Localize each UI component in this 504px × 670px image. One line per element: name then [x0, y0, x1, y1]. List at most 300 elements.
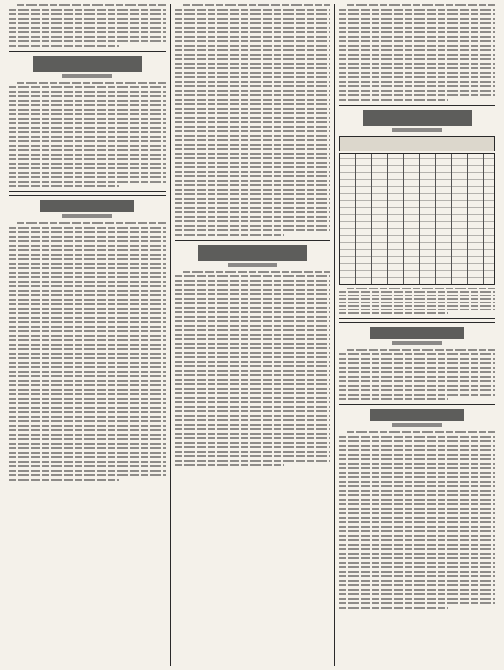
- text-line: [9, 18, 166, 20]
- section-heading-placeholder: [198, 245, 307, 261]
- text-line: [9, 393, 166, 395]
- text-line: [339, 512, 495, 514]
- text-line: [9, 380, 166, 382]
- text-line: [339, 63, 495, 65]
- text-line: [175, 234, 284, 236]
- text-line: [175, 49, 331, 51]
- article-text: [175, 271, 331, 467]
- text-line: [175, 370, 331, 372]
- text-line: [9, 375, 166, 377]
- text-line: [339, 566, 495, 568]
- text-line: [9, 109, 166, 111]
- text-line: [175, 99, 331, 101]
- text-line: [339, 503, 495, 505]
- text-line: [175, 280, 331, 282]
- text-line: [339, 389, 495, 391]
- article-section: [339, 318, 495, 401]
- section-heading-placeholder: [40, 200, 134, 212]
- text-line: [339, 45, 495, 47]
- text-line: [9, 27, 166, 29]
- text-line: [339, 526, 495, 528]
- text-line: [9, 348, 166, 350]
- text-line: [9, 127, 166, 129]
- text-line: [339, 440, 495, 442]
- text-line: [175, 401, 331, 403]
- text-line: [175, 419, 331, 421]
- text-line: [9, 118, 166, 120]
- text-line: [9, 357, 166, 359]
- article-text: [9, 82, 166, 188]
- section-subheading-placeholder: [392, 341, 442, 345]
- text-line: [175, 184, 331, 186]
- text-line: [339, 22, 495, 24]
- text-line: [183, 271, 331, 273]
- text-line: [339, 602, 495, 604]
- text-line: [9, 330, 166, 332]
- text-line: [339, 490, 495, 492]
- text-line: [339, 362, 495, 364]
- text-line: [9, 31, 166, 33]
- text-line: [339, 81, 495, 83]
- text-line: [175, 193, 331, 195]
- section-subheading-placeholder: [62, 74, 112, 78]
- text-line: [175, 334, 331, 336]
- section-divider: [175, 240, 331, 241]
- text-line: [9, 258, 166, 260]
- text-line: [175, 171, 331, 173]
- text-line: [175, 424, 331, 426]
- text-line: [339, 472, 495, 474]
- article-text: [339, 288, 495, 314]
- text-line: [347, 288, 495, 290]
- text-line: [9, 425, 166, 427]
- text-line: [175, 94, 331, 96]
- text-line: [9, 104, 166, 106]
- text-line: [339, 76, 495, 78]
- text-line: [9, 326, 166, 328]
- text-line: [175, 392, 331, 394]
- text-line: [9, 95, 166, 97]
- article-section: [339, 4, 495, 101]
- text-line: [9, 479, 119, 481]
- text-line: [9, 420, 166, 422]
- text-line: [9, 362, 166, 364]
- text-line: [175, 289, 331, 291]
- text-line: [339, 589, 495, 591]
- text-line: [9, 443, 166, 445]
- text-line: [9, 281, 166, 283]
- article-section: [175, 240, 331, 467]
- text-line: [175, 352, 331, 354]
- article-section: [339, 404, 495, 609]
- column-2: [170, 4, 335, 666]
- text-line: [175, 216, 331, 218]
- text-line: [339, 27, 495, 29]
- text-line: [339, 398, 448, 400]
- text-line: [9, 339, 166, 341]
- weather-observations-table: [339, 153, 495, 285]
- section-divider: [339, 105, 495, 106]
- section-subheading-placeholder: [228, 263, 278, 267]
- text-line: [9, 294, 166, 296]
- text-line: [339, 436, 495, 438]
- text-line: [9, 312, 166, 314]
- text-line: [175, 329, 331, 331]
- text-line: [9, 299, 166, 301]
- text-line: [339, 580, 495, 582]
- text-line: [175, 45, 331, 47]
- article-section: [9, 51, 166, 188]
- text-line: [175, 180, 331, 182]
- section-heading-placeholder: [370, 327, 463, 339]
- text-line: [175, 298, 331, 300]
- section-divider: [339, 318, 495, 323]
- text-line: [9, 411, 166, 413]
- text-line: [9, 366, 166, 368]
- text-line: [9, 317, 166, 319]
- text-line: [9, 100, 166, 102]
- text-line: [339, 454, 495, 456]
- text-line: [339, 553, 495, 555]
- text-line: [339, 94, 495, 96]
- text-line: [175, 22, 331, 24]
- text-line: [9, 461, 166, 463]
- section-heading-placeholder: [33, 56, 143, 72]
- text-line: [339, 494, 495, 496]
- text-line: [339, 291, 495, 293]
- text-line: [175, 189, 331, 191]
- text-line: [9, 407, 166, 409]
- text-line: [175, 162, 331, 164]
- text-line: [175, 451, 331, 453]
- text-line: [9, 456, 166, 458]
- article-text: [9, 222, 166, 481]
- text-line: [339, 571, 495, 573]
- text-line: [175, 211, 331, 213]
- text-line: [9, 145, 166, 147]
- text-line: [9, 236, 166, 238]
- text-line: [9, 267, 166, 269]
- text-line: [9, 140, 166, 142]
- text-line: [175, 130, 331, 132]
- article-section: [339, 105, 495, 314]
- text-line: [175, 293, 331, 295]
- text-line: [175, 388, 331, 390]
- text-line: [9, 113, 166, 115]
- text-line: [9, 86, 166, 88]
- text-line: [175, 13, 331, 15]
- text-line: [339, 99, 448, 101]
- text-line: [9, 240, 166, 242]
- text-line: [339, 481, 495, 483]
- text-line: [339, 312, 448, 314]
- text-line: [339, 499, 495, 501]
- text-line: [175, 284, 331, 286]
- text-line: [9, 465, 166, 467]
- text-line: [9, 303, 166, 305]
- text-line: [339, 508, 495, 510]
- text-line: [339, 557, 495, 559]
- text-line: [339, 562, 495, 564]
- text-line: [175, 63, 331, 65]
- text-line: [9, 321, 166, 323]
- text-line: [9, 285, 166, 287]
- text-line: [9, 122, 166, 124]
- text-line: [9, 384, 166, 386]
- text-line: [175, 415, 331, 417]
- text-line: [339, 295, 495, 297]
- text-line: [175, 90, 331, 92]
- column-1: [5, 4, 170, 666]
- text-line: [339, 298, 495, 300]
- section-heading-placeholder: [370, 409, 463, 421]
- text-line: [339, 485, 495, 487]
- text-line: [339, 358, 495, 360]
- text-line: [9, 154, 166, 156]
- text-line: [175, 428, 331, 430]
- text-line: [9, 402, 166, 404]
- text-line: [9, 344, 166, 346]
- text-line: [9, 13, 166, 15]
- text-line: [175, 397, 331, 399]
- section-subheading-placeholder: [392, 128, 442, 132]
- text-line: [175, 455, 331, 457]
- text-line: [175, 117, 331, 119]
- text-line: [9, 158, 166, 160]
- text-line: [175, 198, 331, 200]
- text-line: [175, 36, 331, 38]
- text-line: [175, 307, 331, 309]
- text-line: [9, 335, 166, 337]
- text-line: [175, 67, 331, 69]
- text-line: [9, 131, 166, 133]
- text-line: [175, 311, 331, 313]
- text-line: [175, 225, 331, 227]
- text-line: [339, 530, 495, 532]
- text-line: [339, 13, 495, 15]
- text-line: [175, 374, 331, 376]
- text-line: [175, 139, 331, 141]
- text-line: [339, 584, 495, 586]
- text-line: [9, 45, 119, 47]
- text-line: [175, 18, 331, 20]
- text-line: [175, 229, 331, 231]
- text-line: [175, 220, 331, 222]
- text-line: [9, 290, 166, 292]
- text-line: [9, 172, 166, 174]
- text-line: [175, 76, 331, 78]
- section-divider: [339, 404, 495, 405]
- text-line: [175, 302, 331, 304]
- text-line: [339, 367, 495, 369]
- text-line: [339, 40, 495, 42]
- text-line: [175, 175, 331, 177]
- text-line: [175, 135, 331, 137]
- section-subheading-placeholder: [62, 214, 112, 218]
- text-line: [339, 607, 448, 609]
- text-line: [339, 463, 495, 465]
- text-line: [347, 4, 495, 6]
- text-line: [9, 22, 166, 24]
- text-line: [9, 353, 166, 355]
- text-line: [339, 36, 495, 38]
- article-text: [9, 4, 166, 47]
- text-line: [347, 431, 495, 433]
- article-text: [339, 4, 495, 101]
- text-line: [175, 410, 331, 412]
- article-text: [339, 431, 495, 609]
- text-line: [339, 449, 495, 451]
- column-3: [334, 4, 499, 666]
- article-section: [9, 191, 166, 481]
- text-line: [9, 40, 166, 42]
- text-line: [347, 349, 495, 351]
- text-line: [175, 347, 331, 349]
- text-line: [9, 434, 166, 436]
- text-line: [339, 90, 495, 92]
- text-line: [339, 353, 495, 355]
- text-line: [17, 4, 166, 6]
- text-line: [9, 185, 119, 187]
- text-line: [9, 474, 166, 476]
- text-line: [339, 458, 495, 460]
- text-line: [175, 316, 331, 318]
- text-line: [339, 371, 495, 373]
- text-line: [339, 67, 495, 69]
- section-divider: [9, 191, 166, 196]
- text-line: [175, 148, 331, 150]
- text-line: [339, 9, 495, 11]
- article-text: [339, 349, 495, 401]
- text-line: [339, 72, 495, 74]
- article-text: [175, 4, 331, 236]
- text-line: [175, 361, 331, 363]
- text-line: [175, 460, 331, 462]
- text-line: [339, 54, 495, 56]
- text-line: [175, 442, 331, 444]
- text-line: [175, 338, 331, 340]
- text-line: [175, 464, 284, 466]
- text-line: [9, 263, 166, 265]
- text-line: [9, 389, 166, 391]
- text-line: [17, 82, 166, 84]
- text-line: [339, 305, 495, 307]
- text-line: [9, 398, 166, 400]
- text-line: [9, 254, 166, 256]
- text-line: [9, 308, 166, 310]
- text-line: [175, 72, 331, 74]
- article-columns: [5, 4, 499, 666]
- text-line: [9, 276, 166, 278]
- text-line: [175, 446, 331, 448]
- text-line: [175, 31, 331, 33]
- text-line: [339, 18, 495, 20]
- text-line: [175, 202, 331, 204]
- text-line: [175, 112, 331, 114]
- text-line: [339, 521, 495, 523]
- text-line: [175, 406, 331, 408]
- text-line: [9, 470, 166, 472]
- text-line: [9, 149, 166, 151]
- text-line: [339, 376, 495, 378]
- text-line: [175, 275, 331, 277]
- text-line: [175, 325, 331, 327]
- text-line: [339, 380, 495, 382]
- text-line: [339, 593, 495, 595]
- text-line: [339, 535, 495, 537]
- text-line: [9, 245, 166, 247]
- text-line: [175, 166, 331, 168]
- text-line: [175, 126, 331, 128]
- text-line: [175, 144, 331, 146]
- text-line: [175, 153, 331, 155]
- text-line: [175, 54, 331, 56]
- text-line: [175, 103, 331, 105]
- text-line: [339, 467, 495, 469]
- text-line: [339, 539, 495, 541]
- text-line: [9, 36, 166, 38]
- text-line: [339, 544, 495, 546]
- section-heading-placeholder: [363, 110, 472, 126]
- text-line: [9, 249, 166, 251]
- text-line: [175, 356, 331, 358]
- text-line: [339, 302, 495, 304]
- text-line: [17, 222, 166, 224]
- text-line: [339, 394, 495, 396]
- text-line: [9, 371, 166, 373]
- text-line: [175, 157, 331, 159]
- text-line: [175, 343, 331, 345]
- text-line: [9, 429, 166, 431]
- text-line: [9, 176, 166, 178]
- text-line: [9, 416, 166, 418]
- article-section: [175, 4, 331, 236]
- text-line: [9, 163, 166, 165]
- text-line: [175, 85, 331, 87]
- text-line: [339, 58, 495, 60]
- text-line: [175, 433, 331, 435]
- text-line: [339, 517, 495, 519]
- text-line: [175, 437, 331, 439]
- text-line: [339, 385, 495, 387]
- text-line: [175, 379, 331, 381]
- text-line: [9, 9, 166, 11]
- text-line: [175, 27, 331, 29]
- article-section: [9, 4, 166, 47]
- text-line: [175, 9, 331, 11]
- weather-table-header: [339, 136, 495, 151]
- text-line: [339, 445, 495, 447]
- text-line: [9, 227, 166, 229]
- text-line: [175, 365, 331, 367]
- text-line: [339, 476, 495, 478]
- text-line: [9, 167, 166, 169]
- text-line: [9, 231, 166, 233]
- text-line: [9, 272, 166, 274]
- text-line: [9, 447, 166, 449]
- text-line: [175, 108, 331, 110]
- text-line: [175, 40, 331, 42]
- text-line: [175, 320, 331, 322]
- text-line: [9, 452, 166, 454]
- text-line: [9, 438, 166, 440]
- text-line: [339, 49, 495, 51]
- text-line: [175, 81, 331, 83]
- text-line: [339, 85, 495, 87]
- text-line: [183, 4, 331, 6]
- text-line: [339, 598, 495, 600]
- text-line: [339, 575, 495, 577]
